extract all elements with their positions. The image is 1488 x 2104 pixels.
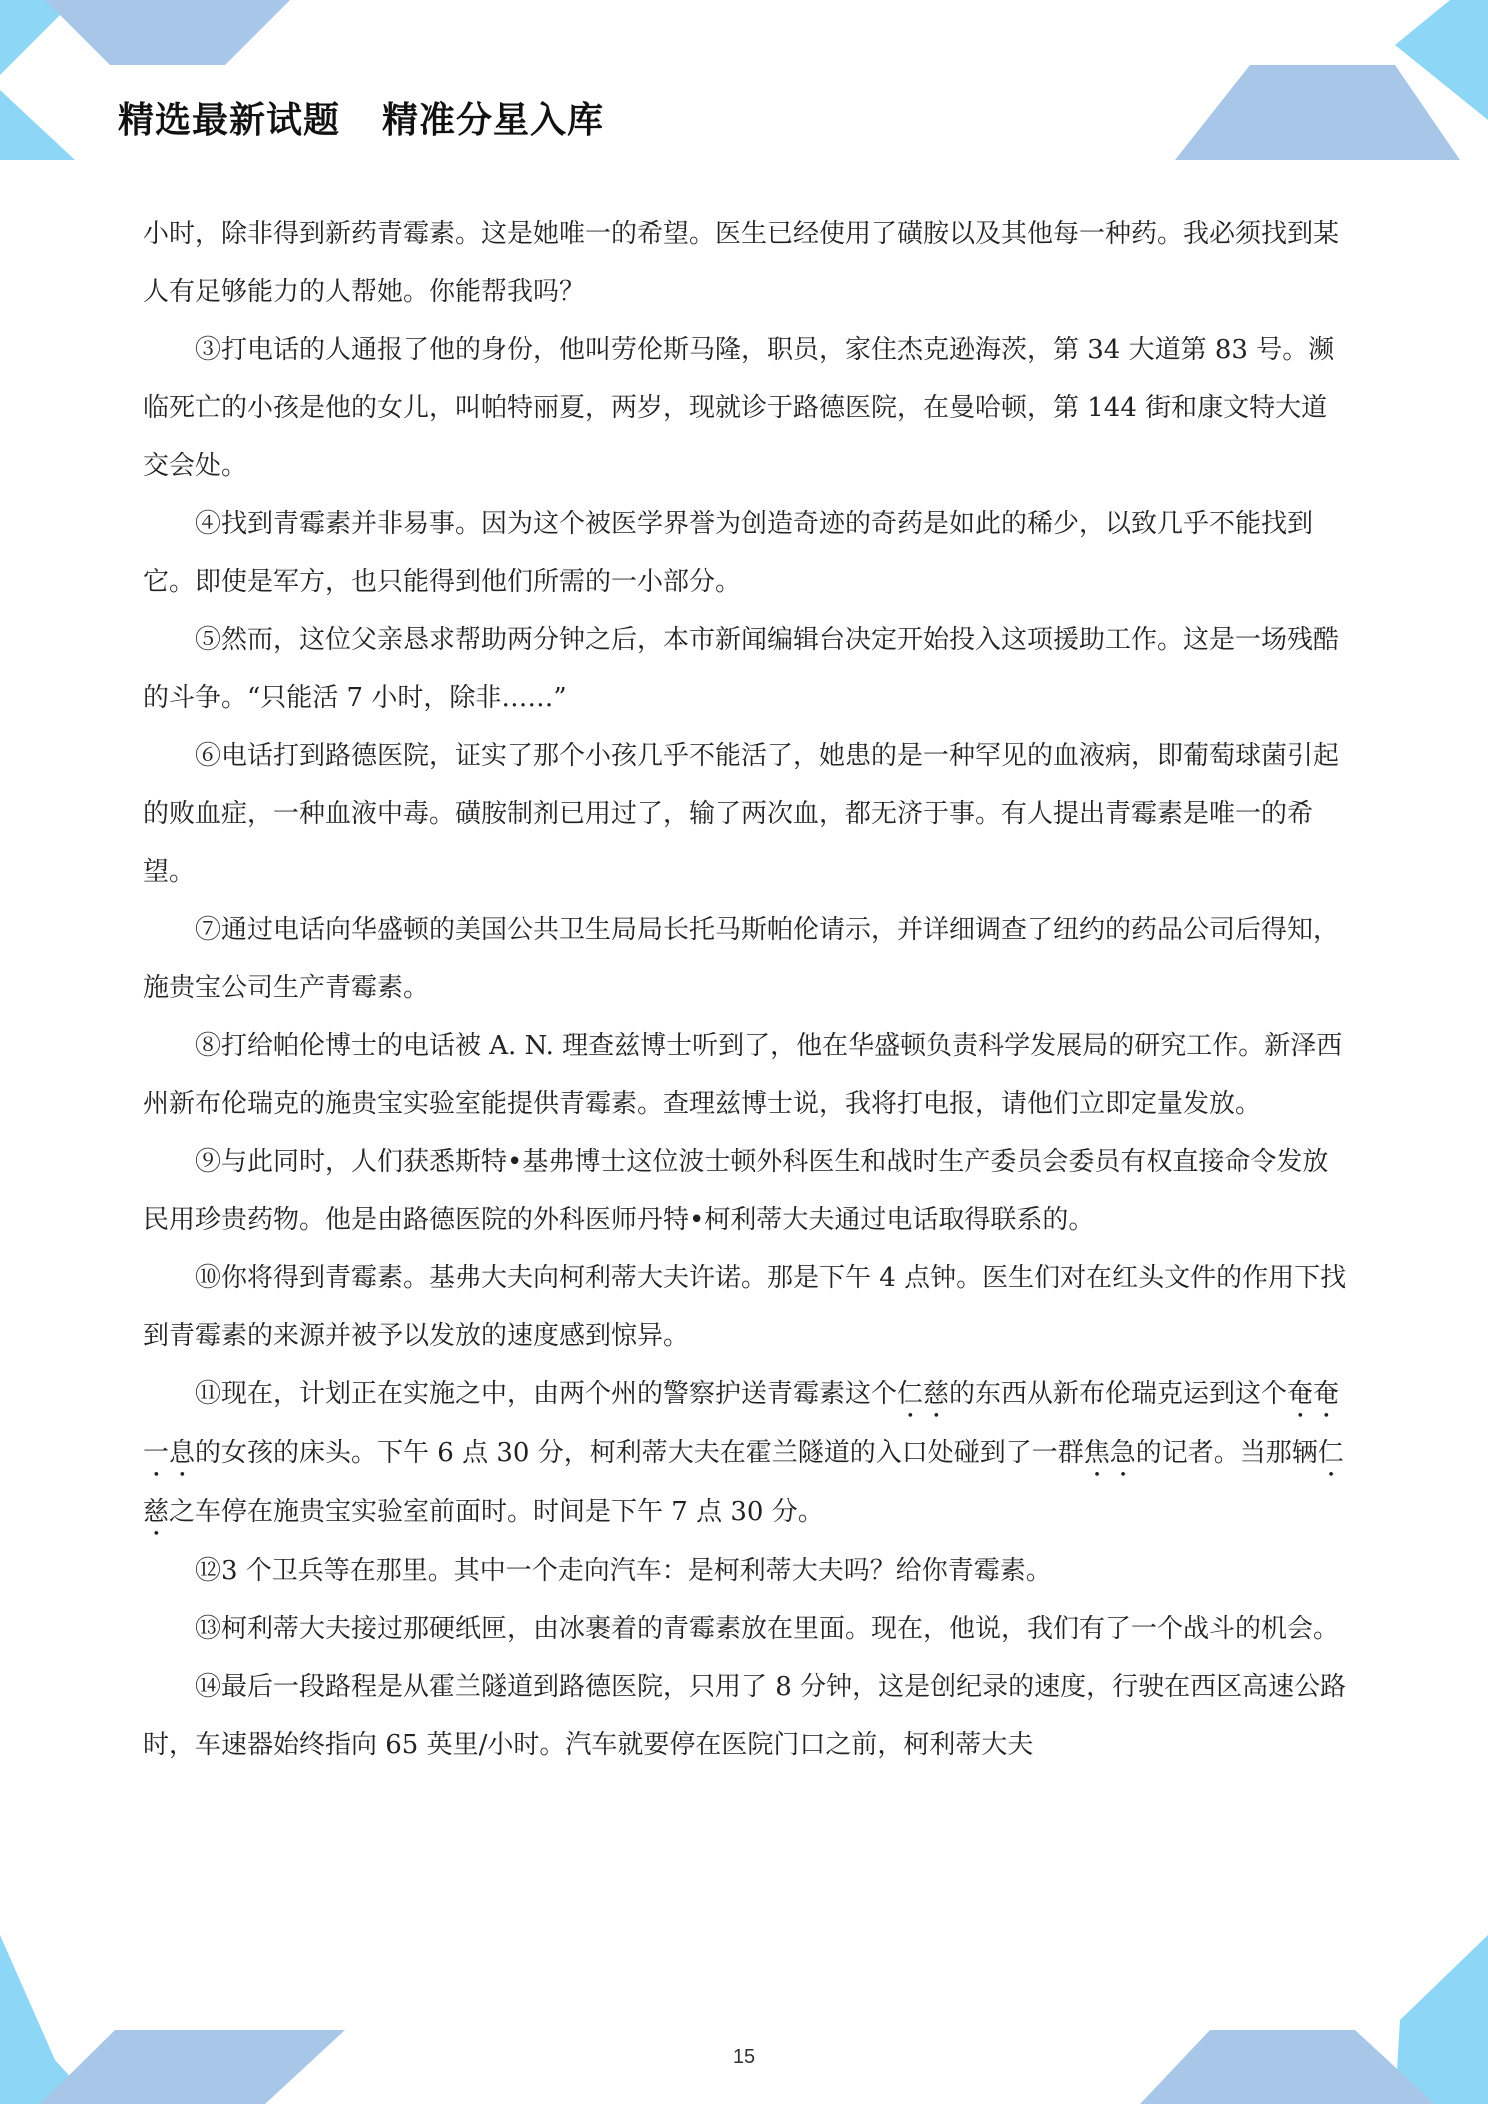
page-number: 15 xyxy=(732,2046,756,2068)
paragraph: ⑨与此同时，人们获悉斯特•基弗博士这位波士顿外科医生和战时生产委员会委员有权直接命令发放民用珍贵药物。他是由路德医院的外科医师丹特•柯利蒂大夫通过电话取得联系的。 xyxy=(143,1147,1329,1235)
paragraph-text: 之车停在施贵宝实验室前面时。时间是下午 7 点 30 分。 xyxy=(169,1497,824,1527)
paragraph: ⑭最后一段路程是从霍兰隧道到路德医院，只用了 8 分钟，这是创纪录的速度，行驶在西区高速公路时，车速器始终指向 65 英里/小时。汽车就要停在医院门口之前，柯利蒂大夫 xyxy=(143,1672,1347,1760)
emphasized-word: 仁慈 xyxy=(143,1438,1344,1527)
paragraph-text: 的记者。当那辆 xyxy=(1135,1438,1318,1468)
paragraph: 小时，除非得到新药青霉素。这是她唯一的希望。医生已经使用了磺胺以及其他每一种药。我必须找到某人有足够能力的人帮她。你能帮我吗？ xyxy=(143,219,1340,307)
paragraph-emphasized xyxy=(143,1365,1353,1542)
header-title-part2: 精准分星入库 xyxy=(382,100,605,141)
paragraph: ④找到青霉素并非易事。因为这个被医学界誉为创造奇迹的奇药是如此的稀少，以致几乎不能找到它。即使是军方，也只能得到他们所需的一小部分。 xyxy=(143,509,1314,597)
emphasized-word: 奄奄一息 xyxy=(143,1379,1340,1468)
paragraph: ⑫3 个卫兵等在那里。其中一个走向汽车：是柯利蒂大夫吗？给你青霉素。 xyxy=(195,1556,1052,1586)
paragraph: ⑬柯利蒂大夫接过那硬纸匣，由冰裹着的青霉素放在里面。现在，他说，我们有了一个战斗的机会。 xyxy=(195,1614,1340,1644)
paragraph: ⑧打给帕伦博士的电话被 A. N. 理查兹博士听到了，他在华盛顿负责科学发展局的研究工作。新泽西州新布伦瑞克的施贵宝实验室能提供青霉素。查理兹博士说，我将打电报，请他们立即定量发放。 xyxy=(143,1031,1343,1119)
paragraph-text: ⑪现在，计划正在实施之中，由两个州的警察护送青霉素这个 xyxy=(195,1379,898,1409)
emphasized-word: 焦急 xyxy=(1083,1438,1136,1468)
paragraph-text: 的女孩的床头。下午 6 点 30 分，柯利蒂大夫在霍兰隧道的入口处碰到了一群 xyxy=(195,1438,1084,1468)
header-title-part1: 精选最新试题 xyxy=(118,100,341,141)
article-body xyxy=(143,205,1353,1774)
paragraph: ⑥电话打到路德医院，证实了那个小孩几乎不能活了，她患的是一种罕见的血液病，即葡萄球菌引起的败血症，一种血液中毒。磺胺制剂已用过了，输了两次血，都无济于事。有人提出青霉素是唯一的希望。 xyxy=(143,741,1340,887)
paragraph: ③打电话的人通报了他的身份，他叫劳伦斯马隆，职员，家住杰克逊海茨，第 34 大道第 83 号。濒临死亡的小孩是他的女儿，叫帕特丽夏，两岁，现就诊于路德医院，在曼哈顿，第 144 街和康文特大道交会处。 xyxy=(143,335,1335,481)
emphasized-word: 仁慈 xyxy=(897,1379,950,1409)
paragraph-text: 的东西从新布伦瑞克运到这个 xyxy=(949,1379,1288,1409)
header-title xyxy=(118,92,604,143)
paragraph: ⑦通过电话向华盛顿的美国公共卫生局局长托马斯帕伦请示，并详细调查了纽约的药品公司后得知，施贵宝公司生产青霉素。 xyxy=(143,915,1340,1003)
paragraph: ⑤然而，这位父亲恳求帮助两分钟之后，本市新闻编辑台决定开始投入这项援助工作。这是一场残酷的斗争。“只能活 7 小时，除非……” xyxy=(143,625,1340,713)
paragraph: ⑩你将得到青霉素。基弗大夫向柯利蒂大夫许诺。那是下午 4 点钟。医生们对在红头文件的作用下找到青霉素的来源并被予以发放的速度感到惊异。 xyxy=(143,1263,1347,1351)
